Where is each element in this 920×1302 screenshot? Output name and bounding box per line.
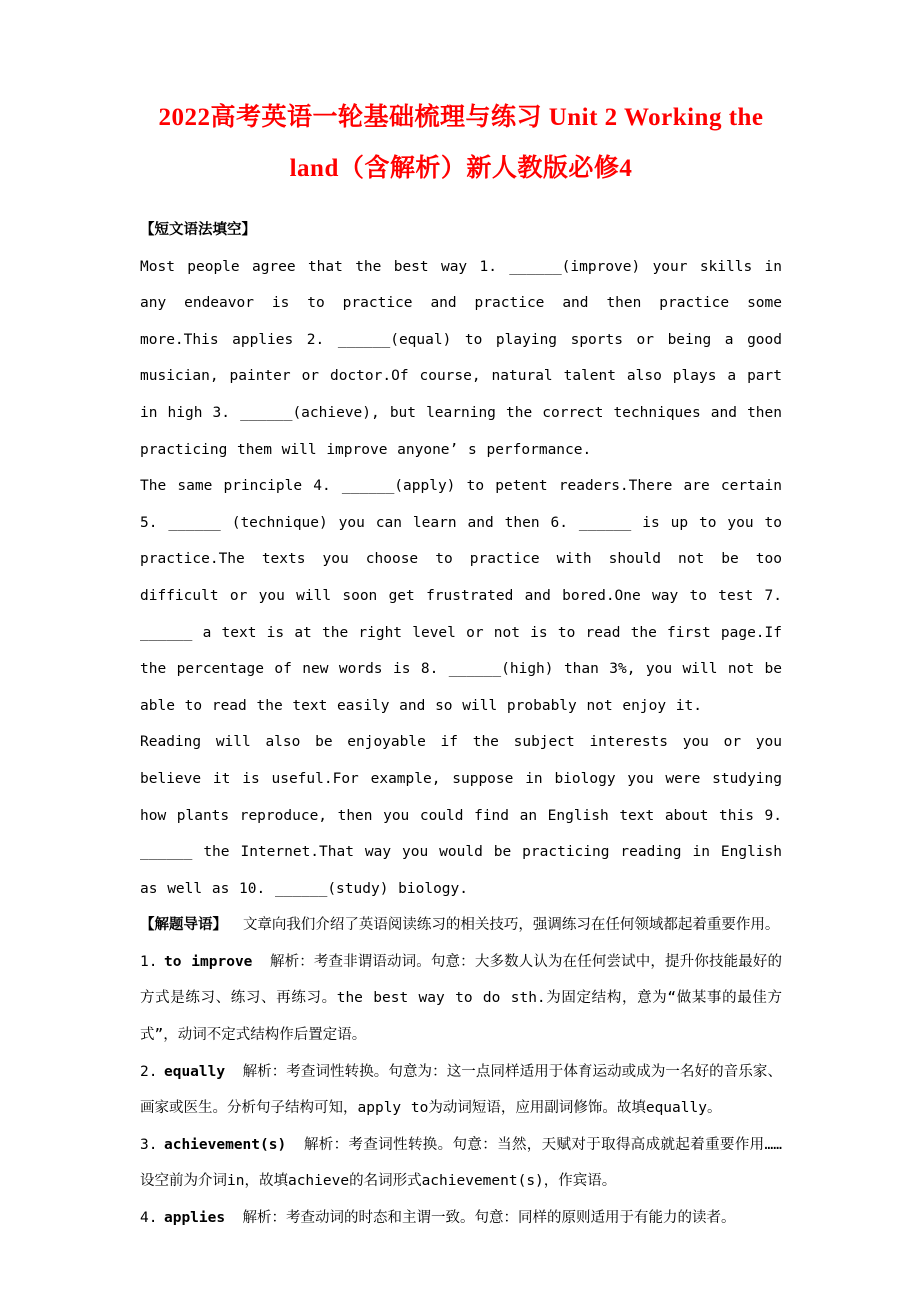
answer-word: achievement(s) (163, 1136, 287, 1153)
answer-word: equally (163, 1063, 226, 1080)
answer-explanation: 解析：考查词性转换。句意：当然，天赋对于取得高成就起着重要作用……设空前为介词in，故填achieve的名词形式achievement(s)，作宾语。 (140, 1136, 782, 1190)
section-label: 【短文语法填空】 (140, 222, 256, 238)
guide-paragraph (140, 907, 782, 944)
answer-word: to improve (163, 953, 253, 970)
answer-item-1 (140, 944, 782, 1054)
passage-paragraph-1: Most people agree that the best way 1. ______(improve) your skills in any endeavor is to practice and practice and then practice some more.This applies 2. ______(equal) to playing sports or being a good musician, painter or doctor.Of course, natural talent also plays a part in high 3. ______(achieve), but learning the correct techniques and then practicing them will improve anyone’ s performance. (140, 258, 782, 458)
answer-number: 3. (140, 1136, 158, 1153)
answer-word: applies (163, 1210, 226, 1227)
answer-number: 2. (140, 1063, 158, 1080)
guide-label: 【解题导语】 (140, 917, 227, 934)
document-title: 2022高考英语一轮基础梳理与练习 Unit 2 Working the land（含解析）新人教版必修4 (158, 104, 764, 182)
answer-explanation: 解析：考查词性转换。句意为：这一点同样适用于体育运动或成为一名好的音乐家、画家或医生。分析句子结构可知，apply to为动词短语，应用副词修饰。故填equally。 (140, 1063, 782, 1117)
answer-item-4 (140, 1200, 782, 1237)
answer-number: 1. (140, 953, 158, 970)
answer-item-3 (140, 1127, 782, 1200)
answer-number: 4. (140, 1210, 158, 1227)
passage-paragraph-2: The same principle 4. ______(apply) to petent readers.There are certain 5. ______ (technique) you can learn and then 6. ______ is up to you to practice.The texts you choose to practice with should not be too difficult or you will soon get frustrated and bored.One way to test 7. ______ a text is at the right level or not is to read the first page.If the percentage of new words is 8. ______(high) than 3%, you will not be able to read the text easily and so will probably not enjoy it. (140, 478, 782, 714)
guide-text: 文章向我们介绍了英语阅读练习的相关技巧，强调练习在任何领域都起着重要作用。 (242, 917, 780, 934)
answer-explanation: 解析：考查动词的时态和主谓一致。句意：同样的原则适用于有能力的读者。 (242, 1210, 736, 1227)
answer-item-2 (140, 1054, 782, 1127)
passage-paragraph-3: Reading will also be enjoyable if the subject interests you or you believe it is useful.For example, suppose in biology you were studying how plants reproduce, then you could find an English text about this 9. ______ the Internet.That way you would be practicing reading in English as well as 10. ______(study) biology. (140, 734, 782, 897)
answer-explanation: 解析：考查非谓语动词。句意：大多数人认为在任何尝试中，提升你技能最好的方式是练习、练习、再练习。the best way to do sth.为固定结构，意为“做某事的最佳方式”，动词不定式结构作后置定语。 (140, 953, 782, 1044)
